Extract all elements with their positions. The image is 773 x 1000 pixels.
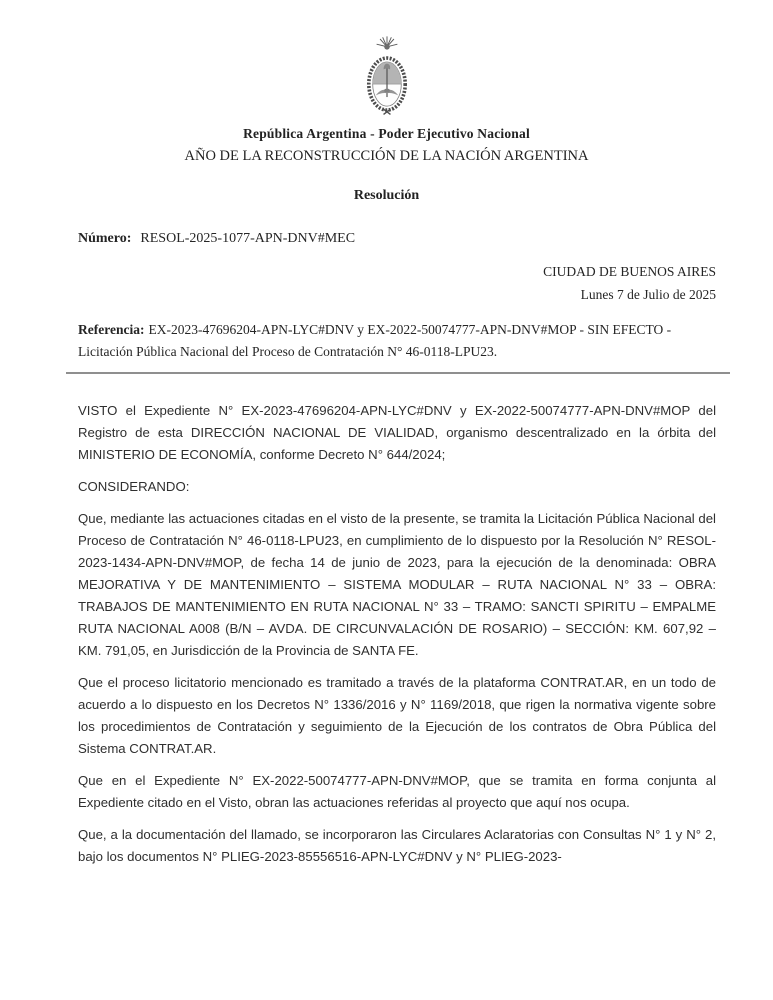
number-row bbox=[78, 230, 716, 248]
reference-text: EX-2023-47696204-APN-LYC#DNV y EX-2022-50074777-APN-DNV#MOP - SIN EFECTO - Licitación Pública Nacional del Proceso de Contratación N° 46-0118-LPU23. bbox=[78, 322, 672, 359]
paragraph-considerando: CONSIDERANDO: bbox=[78, 479, 190, 494]
document-body bbox=[78, 400, 716, 868]
org-title: República Argentina - Poder Ejecutivo Nacional bbox=[243, 126, 530, 141]
document-type-title: Resolución bbox=[353, 188, 420, 203]
paragraph-que-2: Que el proceso licitatorio mencionado es tramitado a través de la plataforma CONTRAT.AR, en un todo de acuerdo a lo dispuesto en los Decretos N° 1336/2016 y N° 1169/2018, que rigen la normativa vigente sobre los procedimientos de Contratación y seguimiento de la Ejecución de los contratos de Obra Pública del Sistema CONTRAT.AR. bbox=[78, 675, 716, 756]
number-label: Número: bbox=[78, 231, 132, 246]
city-line: CIUDAD DE BUENOS AIRES bbox=[543, 264, 716, 279]
reference-block bbox=[78, 319, 716, 363]
reference-label: Referencia: bbox=[78, 322, 145, 337]
separator-rule bbox=[66, 372, 730, 374]
document-header bbox=[57, 34, 716, 205]
paragraph-visto: VISTO el Expediente N° EX-2023-47696204-APN-LYC#DNV y EX-2022-50074777-APN-DNV#MOP del Registro de esta DIRECCIÓN NACIONAL DE VIALIDAD, organismo descentralizado en la órbita del MINISTERIO DE ECONOMÍA, conforme Decreto N° 644/2024; bbox=[78, 403, 716, 462]
paragraph-que-1: Que, mediante las actuaciones citadas en el visto de la presente, se tramita la Licitación Pública Nacional del Proceso de Contratación N° 46-0118-LPU23, en cumplimiento de lo dispuesto por la Resolución N° RESOL-2023-1434-APN-DNV#MOP, de fecha 14 de junio de 2023, para la ejecución de la denominada: OBRA MEJORATIVA Y DE MANTENIMIENTO – SISTEMA MODULAR – RUTA NACIONAL N° 33 – OBRA: TRABAJOS DE MANTENIMIENTO EN RUTA NACIONAL N° 33 – TRAMO: SANCTI SPIRITU – EMPALME RUTA NACIONAL A008 (B/N – AVDA. DE CIRCUNVALACIÓN DE ROSARIO) – SECCIÓN: KM. 607,92 – KM. 791,05, en Jurisdicción de la Provincia de SANTA FE. bbox=[78, 511, 716, 658]
number-value: RESOL-2025-1077-APN-DNV#MEC bbox=[140, 231, 356, 246]
argentina-coat-of-arms-icon bbox=[57, 34, 716, 122]
year-motto: AÑO DE LA RECONSTRUCCIÓN DE LA NACIÓN ARGENTINA bbox=[184, 148, 589, 164]
paragraph-que-3: Que en el Expediente N° EX-2022-50074777-APN-DNV#MOP, que se tramita en forma conjunta al Expediente citado en el Visto, obran las actuaciones referidas al proyecto que aquí nos ocupa. bbox=[78, 773, 716, 810]
paragraph-que-4: Que, a la documentación del llamado, se incorporaron las Circulares Aclaratorias con Consultas N° 1 y N° 2, bajo los documentos N° PLIEG-2023-85556516-APN-LYC#DNV y N° PLIEG-2023- bbox=[78, 827, 716, 864]
date-line: Lunes 7 de Julio de 2025 bbox=[580, 287, 716, 302]
place-date-block bbox=[78, 260, 716, 306]
